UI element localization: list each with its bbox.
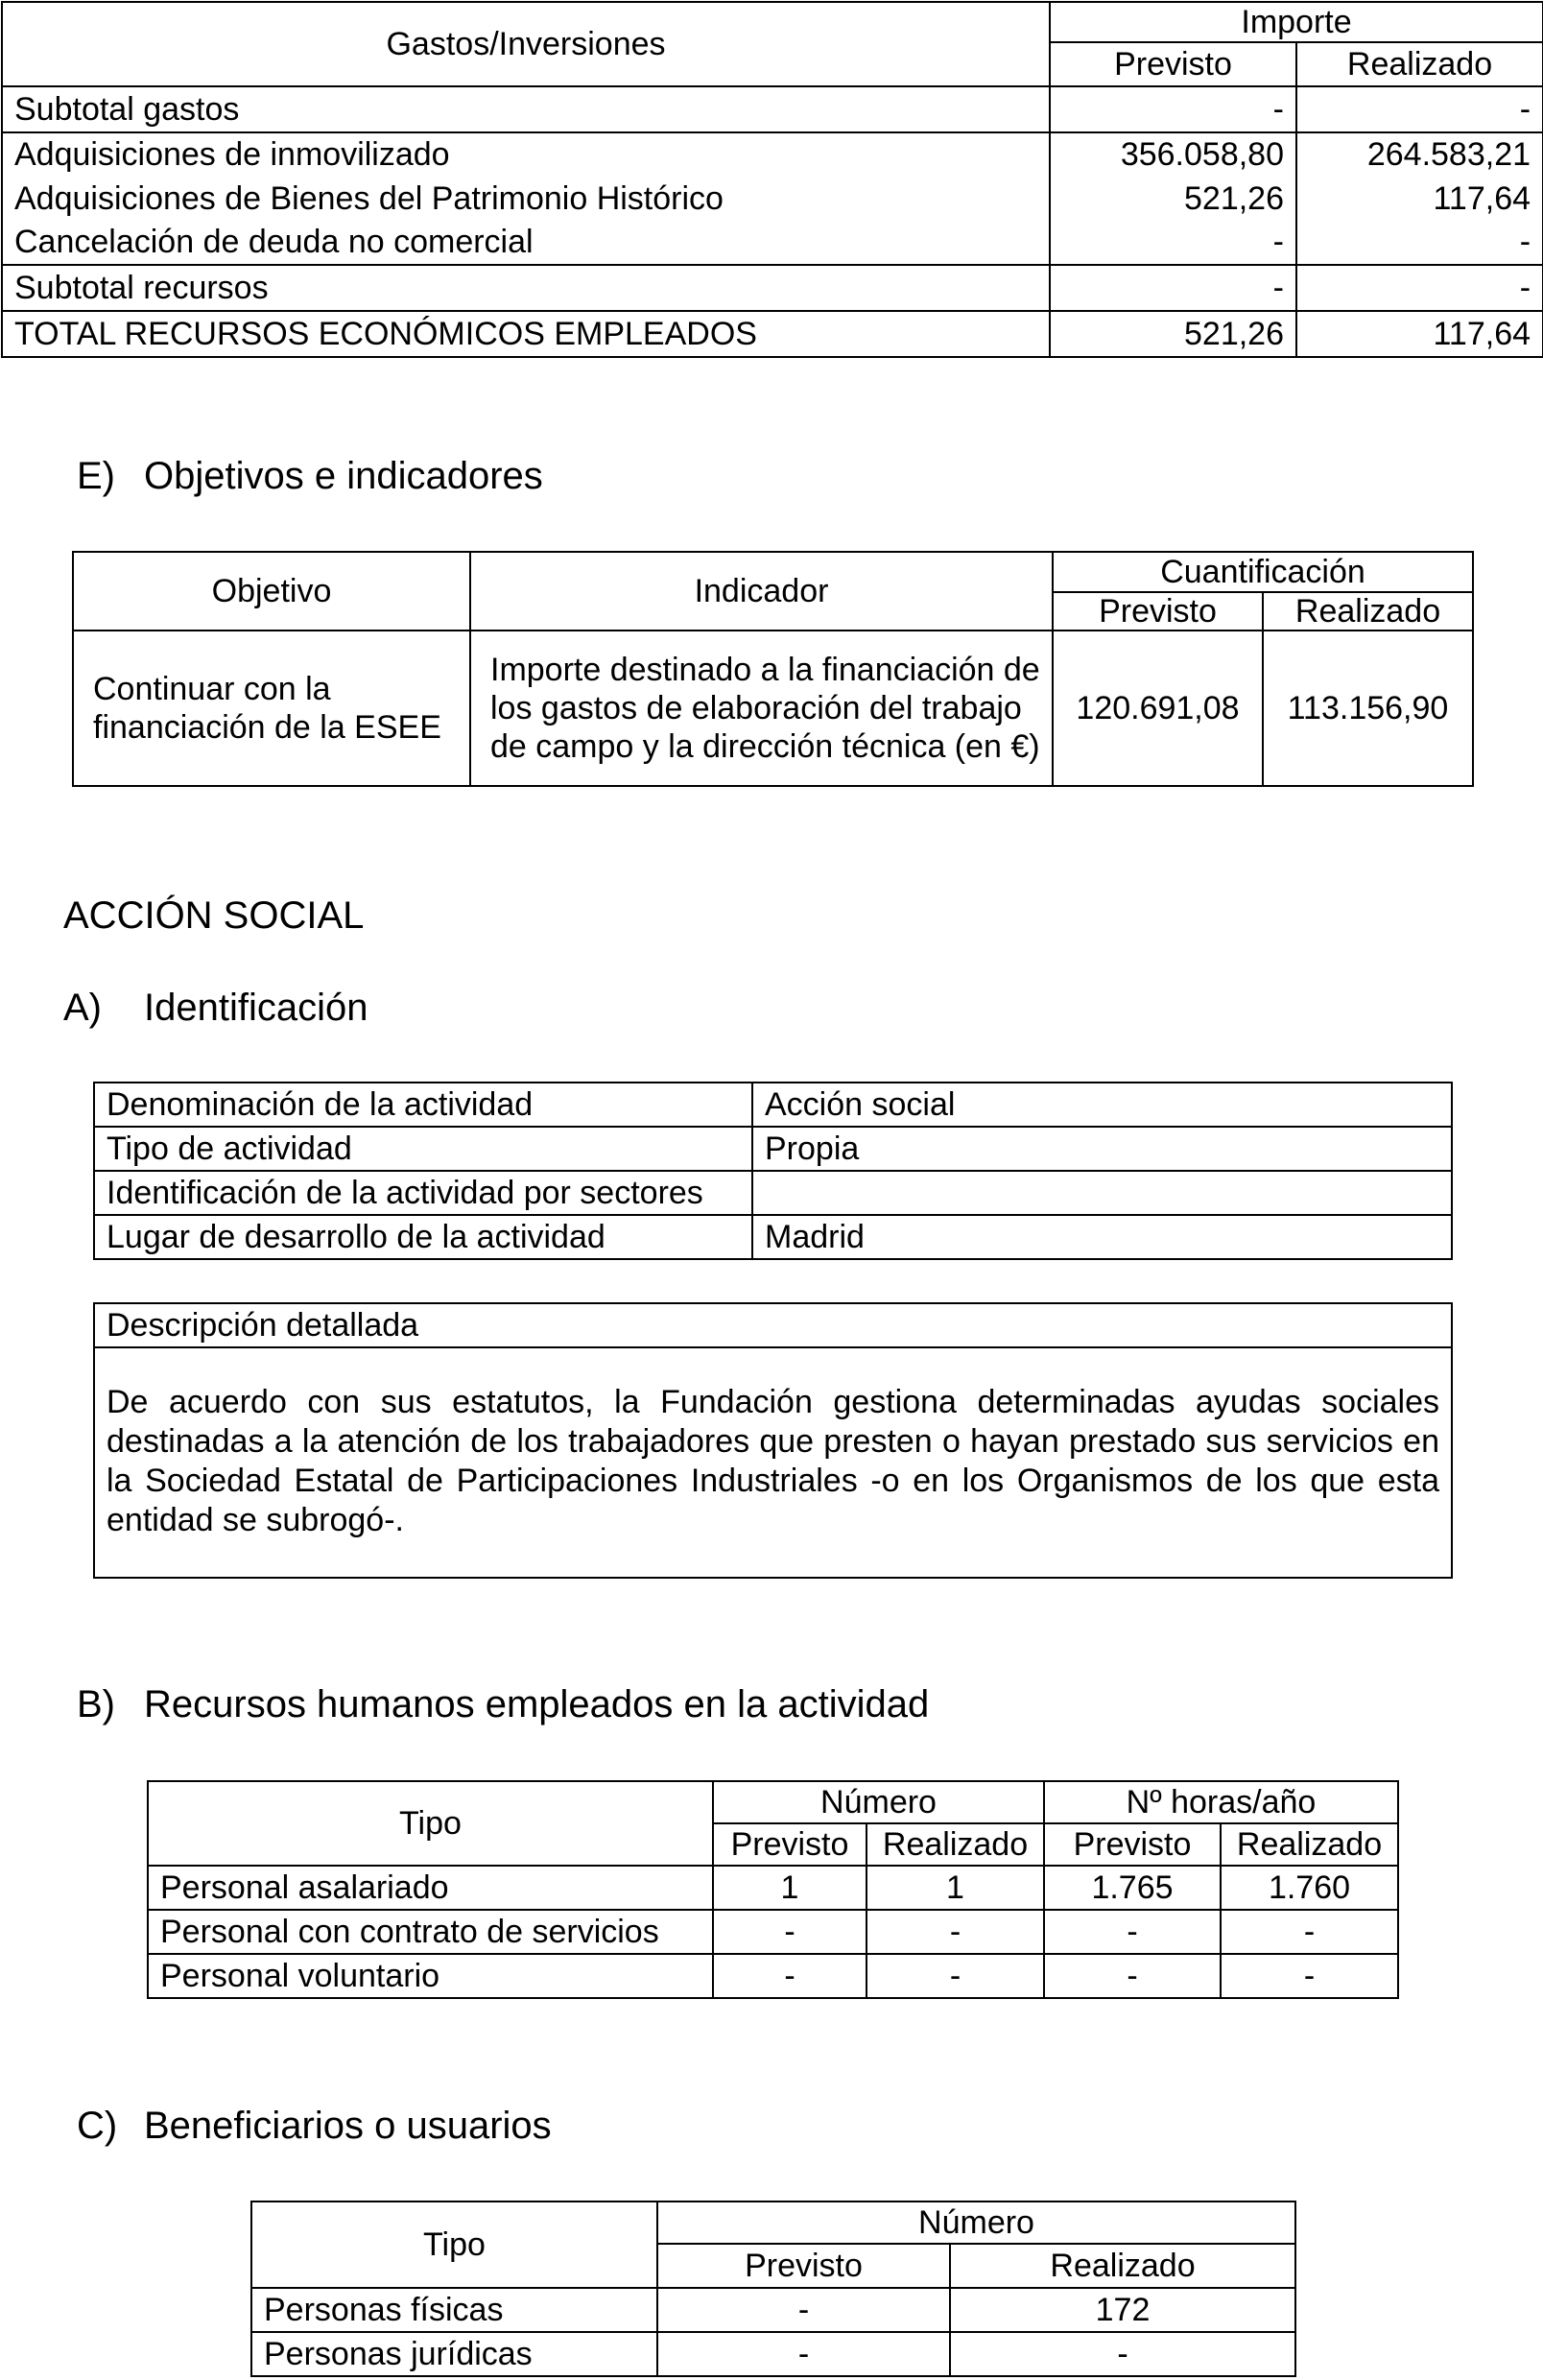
table-row bbox=[2, 132, 1543, 177]
section-title: Identificación bbox=[144, 987, 368, 1029]
row-previsto: 356.058,80 bbox=[1050, 132, 1296, 177]
row-value: Acción social bbox=[752, 1083, 1452, 1127]
row-label: Adquisiciones de inmovilizado bbox=[2, 132, 1050, 177]
row-horas-previsto: 1.765 bbox=[1044, 1866, 1221, 1910]
table-row bbox=[73, 631, 1473, 786]
row-realizado: 117,64 bbox=[1296, 311, 1543, 357]
table-row bbox=[2, 86, 1543, 132]
table-row bbox=[251, 2288, 1295, 2332]
beneficiarios-table bbox=[250, 2201, 1296, 2377]
row-realizado: - bbox=[1296, 86, 1543, 132]
table-row bbox=[94, 1215, 1452, 1259]
header-horas: Nº horas/año bbox=[1044, 1781, 1398, 1823]
row-label: Lugar de desarrollo de la actividad bbox=[94, 1215, 752, 1259]
row-label: Tipo de actividad bbox=[94, 1127, 752, 1171]
row-horas-previsto: - bbox=[1044, 1910, 1221, 1954]
section-c-heading bbox=[77, 2103, 552, 2149]
table-row bbox=[2, 177, 1543, 221]
section-letter: C) bbox=[77, 2105, 118, 2147]
row-label: Personal voluntario bbox=[148, 1954, 713, 1998]
row-value bbox=[752, 1171, 1452, 1215]
section-letter: E) bbox=[77, 455, 115, 497]
table-row bbox=[94, 1347, 1452, 1578]
accion-social-title: ACCIÓN SOCIAL bbox=[63, 894, 365, 937]
row-horas-realizado: - bbox=[1221, 1910, 1398, 1954]
gastos-inversiones-table bbox=[1, 1, 1543, 358]
row-value: Madrid bbox=[752, 1215, 1452, 1259]
header-numero-realizado: Realizado bbox=[866, 1823, 1044, 1866]
table-row bbox=[2, 265, 1543, 311]
descripcion-header: Descripción detallada bbox=[94, 1303, 1452, 1347]
objetivo-cell: Continuar con la financiación de la ESEE bbox=[73, 631, 470, 786]
row-label: Adquisiciones de Bienes del Patrimonio Histórico bbox=[2, 177, 1050, 221]
row-realizado: - bbox=[1296, 221, 1543, 265]
header-tipo: Tipo bbox=[148, 1781, 713, 1866]
cuantificacion-previsto: 120.691,08 bbox=[1053, 631, 1263, 786]
table-header-row bbox=[148, 1781, 1398, 1823]
row-previsto: - bbox=[1050, 221, 1296, 265]
row-previsto: - bbox=[1050, 86, 1296, 132]
section-letter: B) bbox=[77, 1683, 115, 1726]
row-value: Propia bbox=[752, 1127, 1452, 1171]
identificacion-table bbox=[93, 1082, 1453, 1260]
row-num-realizado: - bbox=[866, 1954, 1044, 1998]
header-objetivo: Objetivo bbox=[73, 552, 470, 631]
header-realizado: Realizado bbox=[950, 2244, 1295, 2288]
section-title: Recursos humanos empleados en la actividad bbox=[144, 1683, 930, 1726]
table-row bbox=[148, 1866, 1398, 1910]
table-row bbox=[2, 221, 1543, 265]
descripcion-text: De acuerdo con sus estatutos, la Fundación gestiona determinadas ayudas sociales destinadas a la atención de los trabajadores que presten o hayan prestado sus servicios en la Sociedad Estatal de Participaciones Industriales -o en los Organismos de los que esta entidad se subrogó-. bbox=[94, 1347, 1452, 1578]
header-tipo: Tipo bbox=[251, 2202, 657, 2288]
row-previsto: - bbox=[1050, 265, 1296, 311]
table-header-row bbox=[2, 2, 1543, 42]
row-realizado: - bbox=[1296, 265, 1543, 311]
table-row bbox=[148, 1954, 1398, 1998]
descripcion-table bbox=[93, 1302, 1453, 1579]
table-row bbox=[94, 1127, 1452, 1171]
row-previsto: 521,26 bbox=[1050, 177, 1296, 221]
table-row bbox=[251, 2332, 1295, 2376]
header-horas-realizado: Realizado bbox=[1221, 1823, 1398, 1866]
row-label: Denominación de la actividad bbox=[94, 1083, 752, 1127]
header-previsto: Previsto bbox=[657, 2244, 950, 2288]
row-horas-realizado: - bbox=[1221, 1954, 1398, 1998]
cuantificacion-realizado: 113.156,90 bbox=[1263, 631, 1473, 786]
table-row bbox=[148, 1910, 1398, 1954]
row-realizado: 172 bbox=[950, 2288, 1295, 2332]
row-label: Subtotal recursos bbox=[2, 265, 1050, 311]
table-row-total bbox=[2, 311, 1543, 357]
section-b-heading bbox=[77, 1681, 929, 1727]
section-letter: A) bbox=[63, 987, 102, 1029]
table-header-row bbox=[73, 552, 1473, 592]
header-indicador: Indicador bbox=[470, 552, 1053, 631]
row-label: Personas jurídicas bbox=[251, 2332, 657, 2376]
objetivos-table bbox=[72, 551, 1474, 787]
row-label: Personas físicas bbox=[251, 2288, 657, 2332]
row-label: Cancelación de deuda no comercial bbox=[2, 221, 1050, 265]
row-num-previsto: 1 bbox=[713, 1866, 866, 1910]
row-label: Personal con contrato de servicios bbox=[148, 1910, 713, 1954]
recursos-humanos-table bbox=[147, 1780, 1399, 1999]
header-numero-previsto: Previsto bbox=[713, 1823, 866, 1866]
table-row bbox=[94, 1083, 1452, 1127]
header-numero: Número bbox=[657, 2202, 1295, 2244]
section-e-heading bbox=[77, 453, 543, 499]
section-title: Beneficiarios o usuarios bbox=[144, 2105, 552, 2147]
header-previsto: Previsto bbox=[1053, 592, 1263, 631]
section-title: Objetivos e indicadores bbox=[144, 455, 543, 497]
row-label: Identificación de la actividad por sectores bbox=[94, 1171, 752, 1215]
row-previsto: - bbox=[657, 2288, 950, 2332]
row-label: TOTAL RECURSOS ECONÓMICOS EMPLEADOS bbox=[2, 311, 1050, 357]
row-num-realizado: - bbox=[866, 1910, 1044, 1954]
row-realizado: - bbox=[950, 2332, 1295, 2376]
header-cuantificacion: Cuantificación bbox=[1053, 552, 1473, 592]
row-horas-realizado: 1.760 bbox=[1221, 1866, 1398, 1910]
header-realizado: Realizado bbox=[1296, 42, 1543, 86]
row-previsto: - bbox=[657, 2332, 950, 2376]
row-previsto: 521,26 bbox=[1050, 311, 1296, 357]
header-previsto: Previsto bbox=[1050, 42, 1296, 86]
row-realizado: 264.583,21 bbox=[1296, 132, 1543, 177]
table-row bbox=[94, 1171, 1452, 1215]
header-horas-previsto: Previsto bbox=[1044, 1823, 1221, 1866]
row-num-previsto: - bbox=[713, 1910, 866, 1954]
section-a-heading bbox=[63, 985, 368, 1031]
header-numero: Número bbox=[713, 1781, 1044, 1823]
header-realizado: Realizado bbox=[1263, 592, 1473, 631]
indicador-cell: Importe destinado a la financiación de los gastos de elaboración del trabajo de campo y la dirección técnica (en €) bbox=[470, 631, 1053, 786]
row-realizado: 117,64 bbox=[1296, 177, 1543, 221]
row-label: Subtotal gastos bbox=[2, 86, 1050, 132]
header-gastos-inversiones: Gastos/Inversiones bbox=[2, 2, 1050, 86]
row-num-previsto: - bbox=[713, 1954, 866, 1998]
row-label: Personal asalariado bbox=[148, 1866, 713, 1910]
header-importe: Importe bbox=[1050, 2, 1543, 42]
table-header-row bbox=[251, 2202, 1295, 2244]
row-horas-previsto: - bbox=[1044, 1954, 1221, 1998]
row-num-realizado: 1 bbox=[866, 1866, 1044, 1910]
table-header-row bbox=[94, 1303, 1452, 1347]
